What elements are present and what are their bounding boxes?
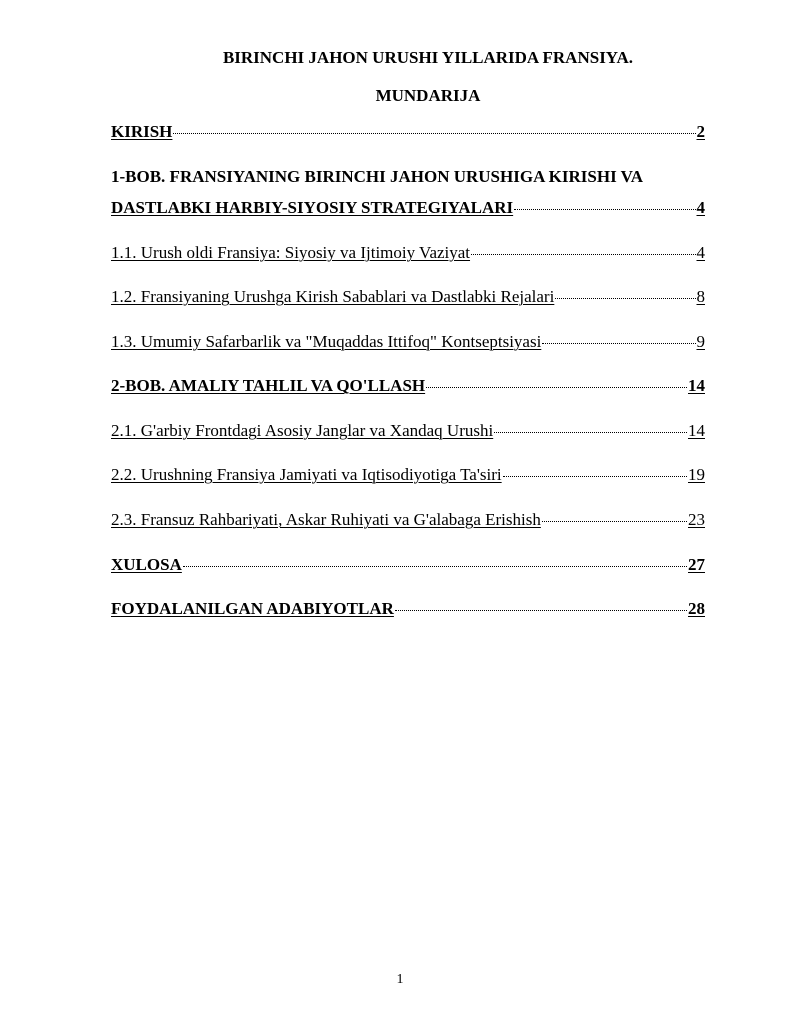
toc-entry-page: 23	[688, 510, 705, 529]
toc-entry-chapter-2[interactable]	[111, 376, 705, 396]
toc-entry-label: 1.2. Fransiyaning Urushga Kirish Sabablari va Dastlabki Rejalari	[111, 287, 555, 306]
toc-entry-xulosa[interactable]	[111, 555, 705, 575]
toc-entry-page: 8	[696, 287, 705, 306]
toc-entry-kirish[interactable]	[111, 122, 705, 142]
page-number: 1	[396, 972, 404, 987]
dot-leader	[542, 521, 687, 522]
toc-entry-page: 14	[688, 376, 705, 395]
toc-entry-section-2-3[interactable]	[111, 510, 705, 530]
document-title: BIRINCHI JAHON URUSHI YILLARIDA FRANSIYA.	[222, 48, 634, 67]
toc-entry-page: 4	[696, 243, 705, 262]
toc-entry-page: 14	[688, 421, 705, 440]
toc-entry-page: 9	[696, 332, 705, 351]
toc-entry-section-2-2[interactable]	[111, 465, 705, 485]
toc-entry-label: 1.3. Umumiy Safarbarlik va "Muqaddas Ittifoq" Kontseptsiyasi	[111, 332, 542, 351]
toc-entry-chapter-1[interactable]	[111, 198, 705, 218]
toc-entry-adabiyotlar[interactable]	[111, 599, 705, 619]
table-of-contents	[111, 0, 705, 1035]
toc-entry-label: 2-BOB. AMALIY TAHLIL VA QO'LLASH	[111, 376, 426, 395]
dot-leader	[395, 610, 687, 611]
dot-leader	[173, 133, 695, 134]
dot-leader	[426, 387, 687, 388]
toc-entry-page: 2	[696, 122, 705, 141]
toc-entry-section-1-1[interactable]	[111, 243, 705, 263]
toc-entry-label: 2.3. Fransuz Rahbariyati, Askar Ruhiyati va G'alabaga Erishish	[111, 510, 541, 529]
dot-leader	[494, 432, 687, 433]
toc-entry-section-1-3[interactable]	[111, 332, 705, 352]
toc-entry-section-1-2[interactable]	[111, 287, 705, 307]
dot-leader	[555, 298, 695, 299]
dot-leader	[471, 254, 695, 255]
toc-entry-label: DASTLABKI HARBIY-SIYOSIY STRATEGIYALARI	[111, 198, 514, 217]
dot-leader	[183, 566, 687, 567]
toc-entry-label: 1.1. Urush oldi Fransiya: Siyosiy va Ijtimoiy Vaziyat	[111, 243, 471, 262]
toc-entry-label: XULOSA	[111, 555, 182, 574]
toc-entry-label: FOYDALANILGAN ADABIYOTLAR	[111, 599, 394, 618]
toc-entry-section-2-1[interactable]	[111, 421, 705, 441]
toc-entry-label: KIRISH	[111, 122, 173, 141]
toc-entry-page: 19	[688, 465, 705, 484]
toc-entry-page: 27	[688, 555, 705, 574]
toc-entry-page: 4	[696, 198, 705, 217]
toc-entry-label: 2.1. G'arbiy Frontdagi Asosiy Janglar va Xandaq Urushi	[111, 421, 494, 440]
toc-entry-page: 28	[688, 599, 705, 618]
dot-leader	[503, 476, 687, 477]
toc-entry-label: 2.2. Urushning Fransiya Jamiyati va Iqtisodiyotiga Ta'siri	[111, 465, 502, 484]
toc-entry-chapter-1-line-1[interactable]: 1-BOB. FRANSIYANING BIRINCHI JAHON URUSHIGA KIRISHI VA	[111, 167, 643, 186]
dot-leader	[542, 343, 695, 344]
dot-leader	[514, 209, 695, 210]
toc-heading: MUNDARIJA	[375, 86, 481, 105]
